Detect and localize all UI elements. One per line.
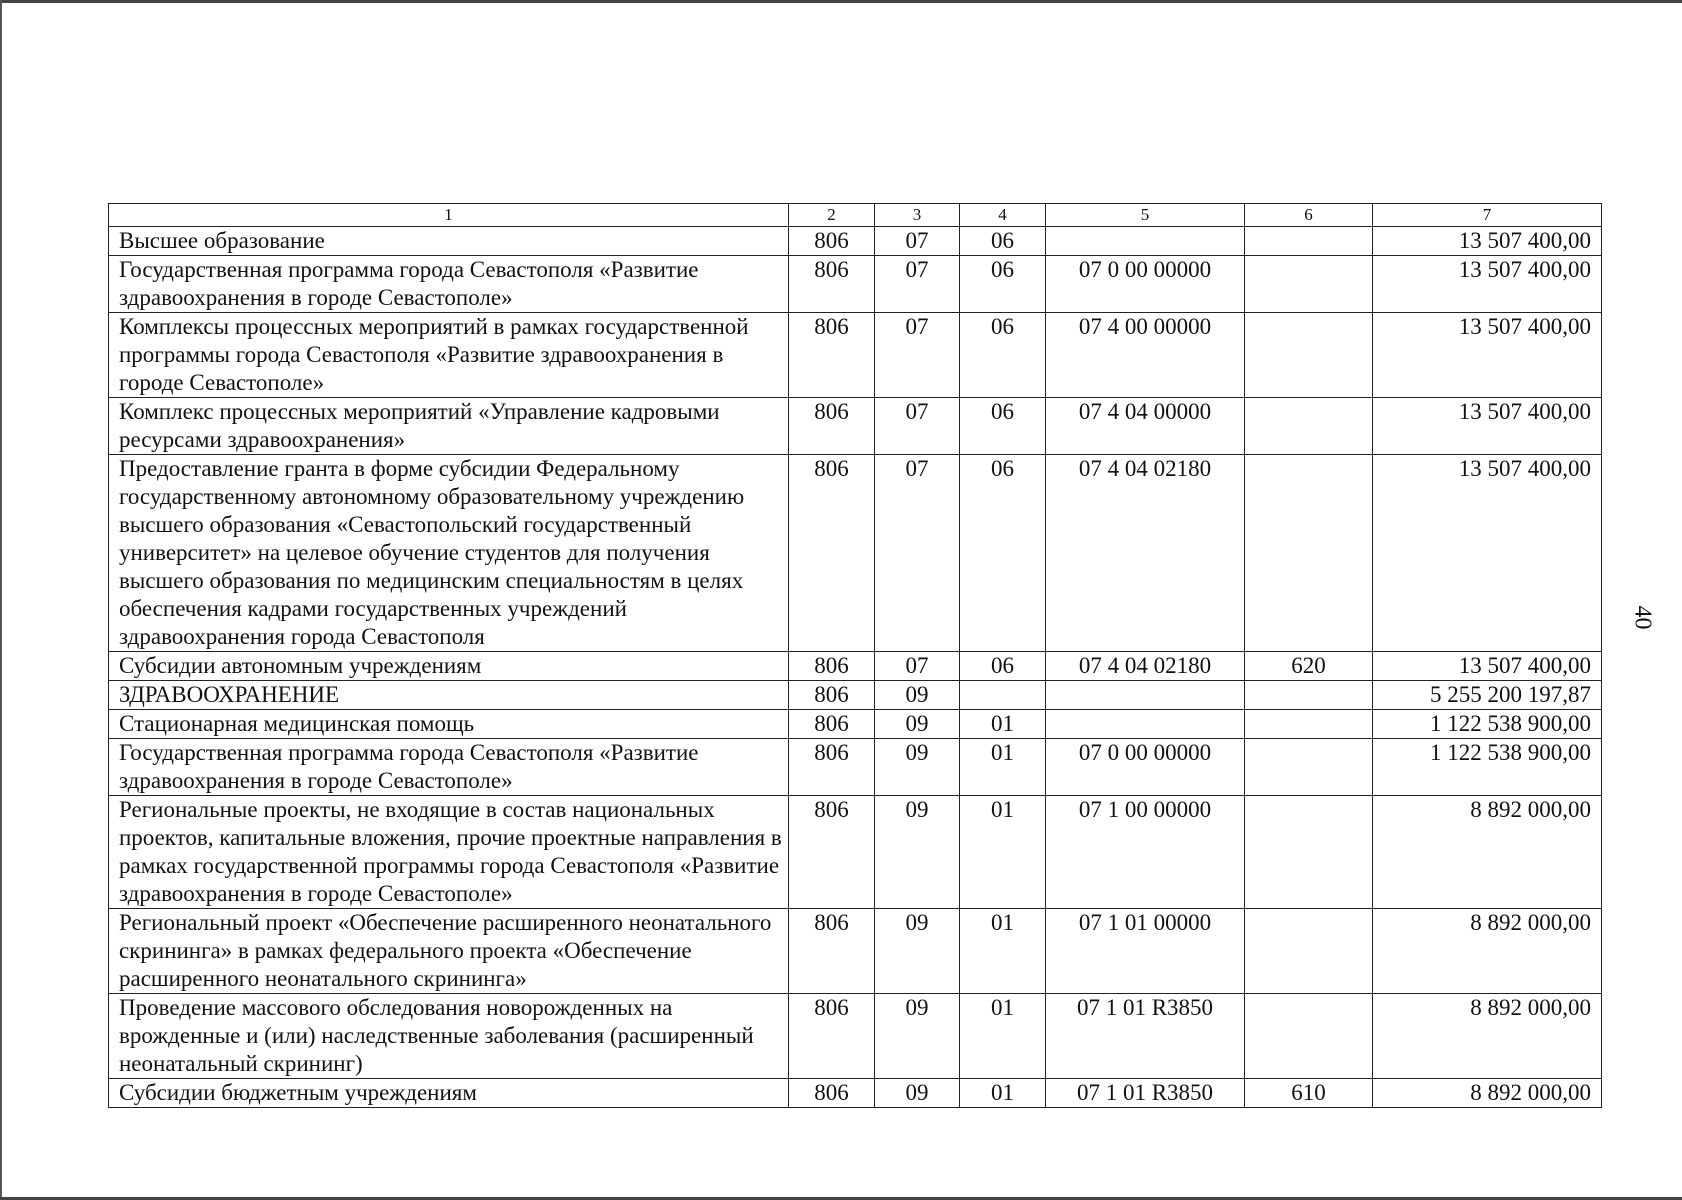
header-col-5: 5 bbox=[1046, 204, 1245, 227]
header-col-1: 1 bbox=[109, 204, 789, 227]
table-row bbox=[109, 455, 1602, 652]
row-col-6 bbox=[1245, 398, 1373, 455]
row-col-5: 07 4 04 00000 bbox=[1046, 398, 1245, 455]
row-name: Государственная программа города Севастополя «Развитие здравоохранения в городе Севастополе» bbox=[109, 256, 789, 313]
row-col-2: 806 bbox=[789, 994, 875, 1079]
row-col-2: 806 bbox=[789, 681, 875, 710]
row-amount: 13 507 400,00 bbox=[1373, 313, 1602, 398]
header-col-6: 6 bbox=[1245, 204, 1373, 227]
row-col-3: 09 bbox=[875, 681, 960, 710]
row-col-5: 07 0 00 00000 bbox=[1046, 256, 1245, 313]
table-row bbox=[109, 994, 1602, 1079]
row-amount: 1 122 538 900,00 bbox=[1373, 710, 1602, 739]
row-amount: 13 507 400,00 bbox=[1373, 652, 1602, 681]
header-col-7: 7 bbox=[1373, 204, 1602, 227]
row-name: Стационарная медицинская помощь bbox=[109, 710, 789, 739]
row-col-2: 806 bbox=[789, 313, 875, 398]
row-col-5: 07 4 00 00000 bbox=[1046, 313, 1245, 398]
table-row bbox=[109, 739, 1602, 796]
scan-border-left bbox=[0, 0, 2, 1200]
row-amount: 13 507 400,00 bbox=[1373, 256, 1602, 313]
row-col-4: 06 bbox=[960, 455, 1046, 652]
row-col-3: 09 bbox=[875, 710, 960, 739]
row-col-5: 07 4 04 02180 bbox=[1046, 652, 1245, 681]
row-col-3: 07 bbox=[875, 313, 960, 398]
row-name: Высшее образование bbox=[109, 227, 789, 256]
row-col-2: 806 bbox=[789, 739, 875, 796]
row-col-4: 01 bbox=[960, 909, 1046, 994]
row-col-2: 806 bbox=[789, 256, 875, 313]
table-row bbox=[109, 1079, 1602, 1108]
row-col-4: 01 bbox=[960, 739, 1046, 796]
row-col-4: 06 bbox=[960, 227, 1046, 256]
row-amount: 1 122 538 900,00 bbox=[1373, 739, 1602, 796]
row-name: Предоставление гранта в форме субсидии Федеральному государственному автономному образовательному учреждению высшего образования «Севастопольский государственный университет» на целевое обучение студентов для получения высшего образования по медицинским специальностям в целях обеспечения кадрами государственных учреждений здравоохранения города Севастополя bbox=[109, 455, 789, 652]
row-col-5: 07 1 01 R3850 bbox=[1046, 994, 1245, 1079]
row-col-5: 07 4 04 02180 bbox=[1046, 455, 1245, 652]
table-row bbox=[109, 796, 1602, 909]
row-col-4: 06 bbox=[960, 652, 1046, 681]
header-col-2: 2 bbox=[789, 204, 875, 227]
row-col-2: 806 bbox=[789, 796, 875, 909]
row-name: Государственная программа города Севастополя «Развитие здравоохранения в городе Севастополе» bbox=[109, 739, 789, 796]
row-col-6 bbox=[1245, 455, 1373, 652]
row-col-6: 620 bbox=[1245, 652, 1373, 681]
row-name: Проведение массового обследования новорожденных на врожденные и (или) наследственные заболевания (расширенный неонатальный скрининг) bbox=[109, 994, 789, 1079]
row-name: Региональный проект «Обеспечение расширенного неонатального скрининга» в рамках федерального проекта «Обеспечение расширенного неонатального скрининга» bbox=[109, 909, 789, 994]
row-col-5 bbox=[1046, 681, 1245, 710]
row-col-2: 806 bbox=[789, 398, 875, 455]
row-col-4: 01 bbox=[960, 1079, 1046, 1108]
row-col-5: 07 0 00 00000 bbox=[1046, 739, 1245, 796]
row-col-3: 09 bbox=[875, 1079, 960, 1108]
row-col-4: 06 bbox=[960, 256, 1046, 313]
header-col-3: 3 bbox=[875, 204, 960, 227]
row-col-2: 806 bbox=[789, 1079, 875, 1108]
page-number: 40 bbox=[1629, 605, 1656, 630]
table-row bbox=[109, 256, 1602, 313]
row-col-6: 610 bbox=[1245, 1079, 1373, 1108]
row-col-3: 09 bbox=[875, 909, 960, 994]
row-col-6 bbox=[1245, 313, 1373, 398]
row-col-5: 07 1 00 00000 bbox=[1046, 796, 1245, 909]
row-col-3: 07 bbox=[875, 227, 960, 256]
table-row bbox=[109, 909, 1602, 994]
row-amount: 5 255 200 197,87 bbox=[1373, 681, 1602, 710]
row-name: Субсидии автономным учреждениям bbox=[109, 652, 789, 681]
table-row bbox=[109, 652, 1602, 681]
header-col-4: 4 bbox=[960, 204, 1046, 227]
row-name: Субсидии бюджетным учреждениям bbox=[109, 1079, 789, 1108]
row-name: Комплекс процессных мероприятий «Управление кадровыми ресурсами здравоохранения» bbox=[109, 398, 789, 455]
row-col-3: 07 bbox=[875, 455, 960, 652]
row-col-6 bbox=[1245, 739, 1373, 796]
row-name: ЗДРАВООХРАНЕНИЕ bbox=[109, 681, 789, 710]
row-amount: 8 892 000,00 bbox=[1373, 994, 1602, 1079]
row-col-6 bbox=[1245, 681, 1373, 710]
row-col-4: 01 bbox=[960, 796, 1046, 909]
row-col-6 bbox=[1245, 227, 1373, 256]
row-col-6 bbox=[1245, 256, 1373, 313]
row-col-3: 09 bbox=[875, 796, 960, 909]
row-name: Комплексы процессных мероприятий в рамках государственной программы города Севастополя «Развитие здравоохранения в городе Севастополе» bbox=[109, 313, 789, 398]
row-amount: 13 507 400,00 bbox=[1373, 398, 1602, 455]
table-row bbox=[109, 398, 1602, 455]
row-amount: 13 507 400,00 bbox=[1373, 227, 1602, 256]
row-name: Региональные проекты, не входящие в состав национальных проектов, капитальные вложения, прочие проектные направления в рамках государственной программы города Севастополя «Развитие здравоохранения в городе Севастополе» bbox=[109, 796, 789, 909]
row-col-5 bbox=[1046, 710, 1245, 739]
row-col-6 bbox=[1245, 710, 1373, 739]
row-col-6 bbox=[1245, 994, 1373, 1079]
row-col-5 bbox=[1046, 227, 1245, 256]
row-col-3: 07 bbox=[875, 256, 960, 313]
row-col-3: 09 bbox=[875, 739, 960, 796]
row-col-6 bbox=[1245, 909, 1373, 994]
table-header-row bbox=[109, 204, 1602, 227]
row-col-4 bbox=[960, 681, 1046, 710]
row-col-4: 01 bbox=[960, 710, 1046, 739]
row-col-3: 07 bbox=[875, 398, 960, 455]
row-amount: 8 892 000,00 bbox=[1373, 796, 1602, 909]
row-col-2: 806 bbox=[789, 909, 875, 994]
table-row bbox=[109, 710, 1602, 739]
row-col-3: 09 bbox=[875, 994, 960, 1079]
budget-table bbox=[108, 203, 1602, 1108]
row-col-4: 06 bbox=[960, 313, 1046, 398]
row-col-5: 07 1 01 00000 bbox=[1046, 909, 1245, 994]
table-row bbox=[109, 227, 1602, 256]
row-amount: 8 892 000,00 bbox=[1373, 909, 1602, 994]
row-col-3: 07 bbox=[875, 652, 960, 681]
table-row bbox=[109, 313, 1602, 398]
row-amount: 8 892 000,00 bbox=[1373, 1079, 1602, 1108]
row-col-2: 806 bbox=[789, 455, 875, 652]
row-col-4: 06 bbox=[960, 398, 1046, 455]
scan-border-top bbox=[0, 0, 1682, 3]
row-col-2: 806 bbox=[789, 652, 875, 681]
row-col-2: 806 bbox=[789, 227, 875, 256]
table-row bbox=[109, 681, 1602, 710]
row-amount: 13 507 400,00 bbox=[1373, 455, 1602, 652]
row-col-2: 806 bbox=[789, 710, 875, 739]
row-col-5: 07 1 01 R3850 bbox=[1046, 1079, 1245, 1108]
row-col-6 bbox=[1245, 796, 1373, 909]
row-col-4: 01 bbox=[960, 994, 1046, 1079]
